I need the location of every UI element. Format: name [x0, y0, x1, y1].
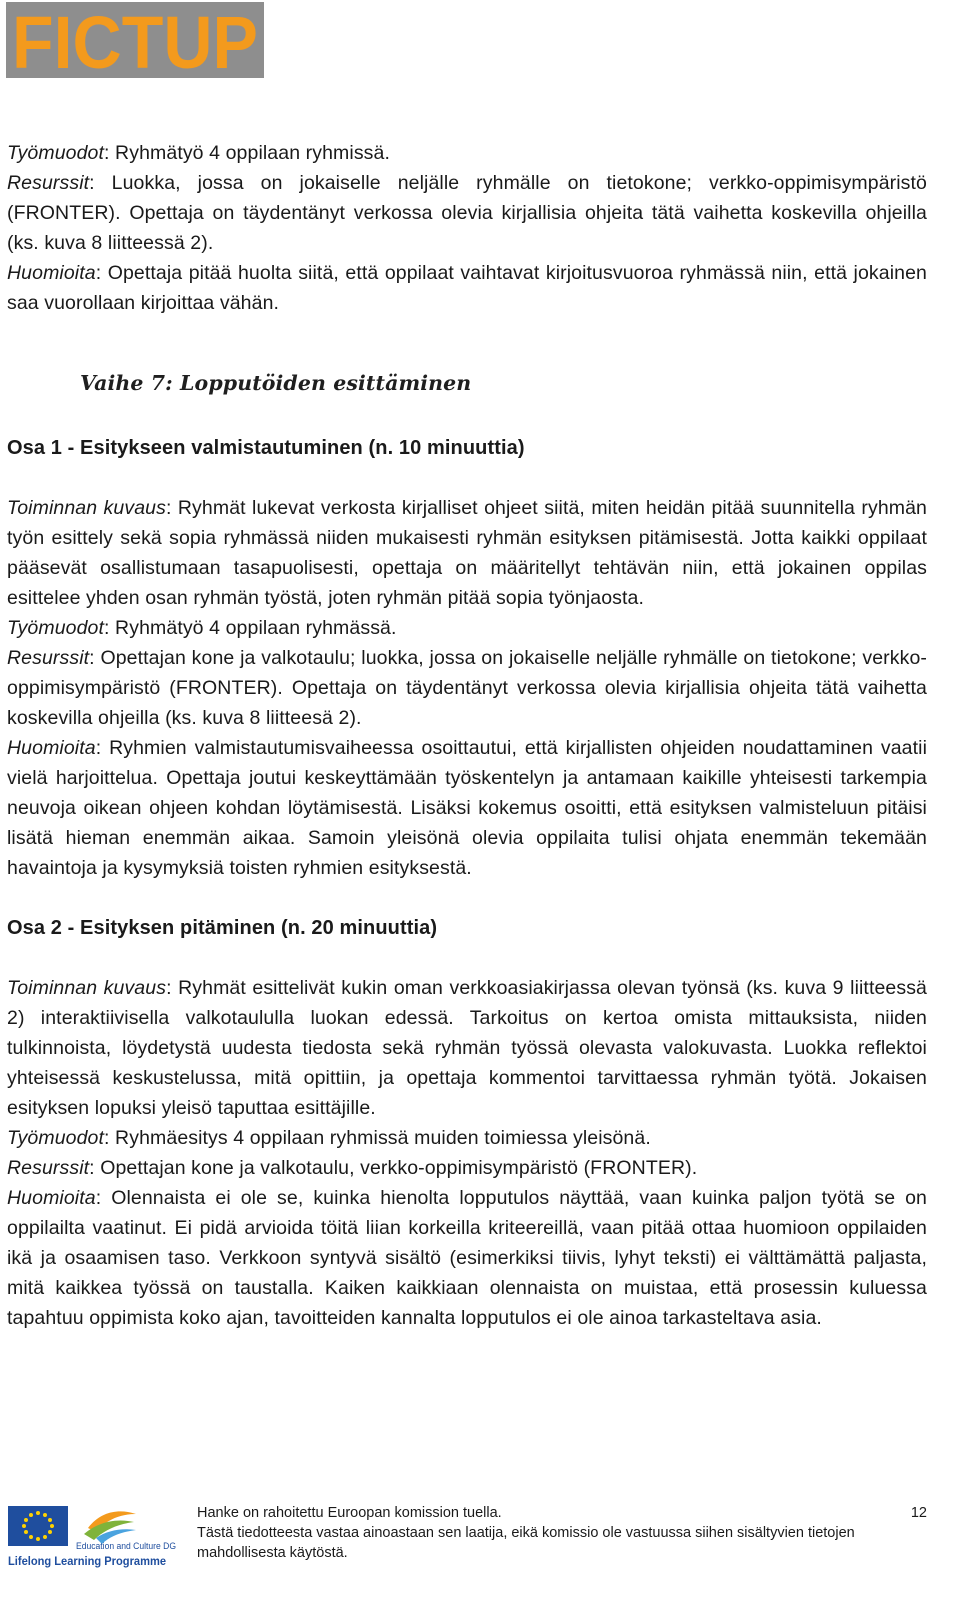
- osa2-huomioita: Huomioita: Olennaista ei ole se, kuinka hienolta lopputulos näyttää, vaan kuinka paljon työtä se on oppilailta vaatinut. Ei pidä arvioida töitä liian korkeilla kriteereillä, vaan pitää ottaa huomioon oppilaiden ikä ja osaamisen taso. Verkkoon syntyvä sisältö (esimerkiksi tiivis, lyhyt teksti) ei välttämättä paljasta, mitä kaikkea työssä on taustalla. Kaiken kaikkiaan olennaista on muistaa, että prosessin kuluessa tapahtuu oppimista koko ajan, tavoitteiden kannalta lopputulos ei ole ainoa tarkasteltava asia.: [7, 1187, 927, 1329]
- osa1-resurssit: Resurssit: Opettajan kone ja valkotaulu; luokka, jossa on jokaiselle neljälle ryhmälle on tietokone; verkko-oppimisympäristö (FRONTER). Opettaja on täydentänyt verkossa olevia kirjallisia ohjeita tätä vaihetta koskevilla ohjeilla (ks. kuva 8 liitteesä 2).: [7, 647, 927, 729]
- fictup-logo-text: FICTUP: [12, 2, 258, 78]
- intro-tyomuodot: Työmuodot: Ryhmätyö 4 oppilaan ryhmissä.: [7, 142, 390, 164]
- footer-line-1: Hanke on rahoitettu Euroopan komission tuella.: [197, 1505, 502, 1521]
- osa1-tyomuodot: Työmuodot: Ryhmätyö 4 oppilaan ryhmässä.: [7, 617, 397, 639]
- intro-resurssit: Resurssit: Luokka, jossa on jokaiselle neljälle ryhmälle on tietokone; verkko-oppimisympäristö (FRONTER). Opettaja on täydentänyt verkossa olevia kirjallisia ohjeita tätä vaihetta koskevilla ohjeilla (ks. kuva 8 liitteessä 2).: [7, 172, 927, 254]
- eu-lifelong-learning-logo: [8, 1504, 178, 1568]
- footer-line-2: Tästä tiedotteesta vastaa ainoastaan sen laatija, eikä komissio ole vastuussa siihen sisältyvien tietojen mahdollisesta käytöstä.: [197, 1525, 855, 1561]
- lifelong-learning-text: Lifelong Learning Programme: [8, 1556, 166, 1568]
- culture-dg-text: Education and Culture DG: [76, 1541, 176, 1551]
- page-footer: [0, 1500, 960, 1620]
- osa2-resurssit: Resurssit: Opettajan kone ja valkotaulu, verkko-oppimisympäristö (FRONTER).: [7, 1157, 698, 1179]
- document-body: [7, 138, 927, 1333]
- osa1-heading: Osa 1 - Esitykseen valmistautuminen (n. 10 minuuttia): [7, 437, 525, 459]
- footer-disclaimer: [197, 1503, 857, 1563]
- intro-huomioita: Huomioita: Opettaja pitää huolta siitä, että oppilaat vaihtavat kirjoitusvuoroa ryhmässä niin, että jokainen saa vuorollaan kirjoittaa vähän.: [7, 262, 927, 314]
- osa2-tyomuodot: Työmuodot: Ryhmäesitys 4 oppilaan ryhmissä muiden toimiessa yleisönä.: [7, 1127, 651, 1149]
- osa1-toiminnan-kuvaus: Toiminnan kuvaus: Ryhmät lukevat verkosta kirjalliset ohjeet siitä, miten heidän pitää suunnitella ryhmän työn esittely sekä sopia ryhmässä niiden mukaisesti ryhmän esityksen pitämisestä. Jotta kaikki oppilaat pääsevät osallistumaan tasapuolisesti, opettaja on määritellyt tehtävän niin, että jokainen oppilas esittelee yhden osan ryhmän työstä, joten ryhmän pitää sopia työnjaosta.: [7, 497, 927, 609]
- page-number: 12: [910, 1505, 927, 1521]
- phase-title: Vaihe 7: Lopputöiden esittäminen: [80, 371, 472, 395]
- osa2-heading: Osa 2 - Esityksen pitäminen (n. 20 minuuttia): [7, 917, 438, 939]
- fictup-logo: [6, 2, 264, 78]
- osa2-toiminnan-kuvaus: Toiminnan kuvaus: Ryhmät esittelivät kukin oman verkkoasiakirjassa olevan työnsä (ks. kuva 9 liitteessä 2) interaktiivisella valkotaululla luokan edessä. Tarkoitus on kertoa omista mittauksista, niiden tulkinnoista, löydetystä uudesta tiedosta sekä ryhmän työssä olevasta valokuvasta. Luokka reflektoi yhteisessä keskustelussa, mitä opittiin, ja opettaja kommentoi tarvittaessa ryhmän työtä. Jokaisen esityksen lopuksi yleisö taputtaa esittäjille.: [7, 977, 928, 1119]
- osa1-huomioita: Huomioita: Ryhmien valmistautumisvaiheessa osoittautui, että kirjallisten ohjeiden noudattaminen vaatii vielä harjoittelua. Opettaja joutui keskeyttämään työskentelyn ja antamaan kaikille yhteisesti tarkempia neuvoja oikean ohjeen kohdan löytämisestä. Lisäksi kokemus osoitti, että esityksen valmisteluun pitäisi lisätä hieman enemmän aikaa. Samoin yleisönä olevia oppilaita tulisi ohjata enemmän tekemään havaintoja ja kysymyksiä toisten ryhmien esityksestä.: [7, 737, 927, 879]
